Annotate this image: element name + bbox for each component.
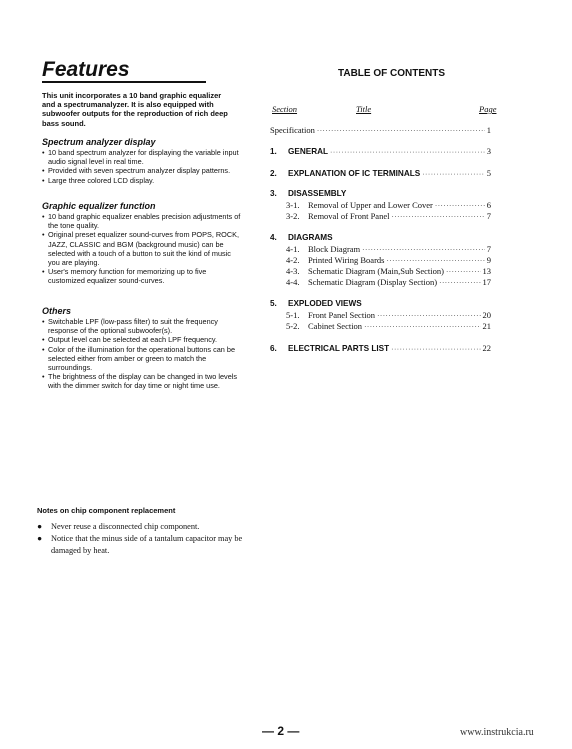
toc-entry-page: 3 [486, 146, 491, 156]
list-item-text: Provided with seven spectrum analyzer display patterns. [48, 166, 231, 176]
toc-entry-specification[interactable] [270, 125, 491, 135]
bullet-icon: ● [37, 522, 43, 531]
watermark-url: www.instrukcia.ru [460, 727, 534, 738]
list-item-text: Notice that the minus side of a tantalum capacitor may be damaged by heat. [51, 534, 243, 555]
toc-header-section: Section [272, 104, 298, 114]
list-item-text: User's memory function for memorizing up to five customized equalizer sound-curves. [48, 267, 207, 286]
toc-entry-title: Printed Wiring Boards [308, 255, 385, 265]
toc-entry-number: 4. [270, 233, 277, 242]
toc-subentry[interactable] [286, 255, 491, 265]
notes-list [37, 521, 267, 557]
list-item: • Original preset equalizer sound-curves from POPS, ROCK, JAZZ, CLASSIC and BGM (background music) can be selected with a touch of a button to suit the kind of music you are playing. [42, 230, 240, 268]
list-item: • Provided with seven spectrum analyzer display patterns. [42, 166, 231, 176]
toc-entry-number: 1. [270, 147, 277, 156]
others-feature-list [42, 317, 242, 391]
toc-entry-page: 7 [486, 244, 491, 254]
toc-entry-page: 1 [486, 125, 491, 135]
list-item-text: Output level can be selected at each LPF frequency. [48, 335, 218, 345]
toc-entry-ic-terminals[interactable] [270, 168, 491, 178]
toc-entry-number: 4-4. [286, 277, 300, 287]
toc-entry-title: DISASSEMBLY [288, 189, 347, 198]
toc-entry-page: 20 [482, 310, 491, 320]
toc-entry-diagrams[interactable] [270, 233, 491, 242]
list-item-text: The brightness of the display can be changed in two levels with the dimmer switch for day time or night time use. [48, 372, 238, 391]
toc-entry-number: 3-1. [286, 200, 300, 210]
equalizer-feature-list [42, 212, 242, 286]
toc-leader-dots [330, 149, 485, 156]
list-item: • Color of the illumination for the operational buttons can be selected either from amber or green to match the surroundings. [42, 344, 235, 373]
list-item: • The brightness of the display can be changed in two levels with the dimmer switch for day time or night time use. [42, 372, 238, 391]
toc-title: TABLE OF CONTENTS [338, 68, 446, 79]
toc-leader-dots [386, 257, 484, 265]
list-item-text: Never reuse a disconnected chip component. [51, 522, 200, 531]
list-item: • 10 band graphic equalizer enables precision adjustments of the tone quality. [42, 212, 241, 231]
toc-subentry[interactable] [286, 310, 491, 320]
toc-entry-title: Removal of Front Panel [308, 211, 390, 221]
toc-entry-title: DIAGRAMS [288, 233, 333, 242]
toc-entry-general[interactable] [270, 146, 491, 156]
toc-entry-number: 4-1. [286, 244, 300, 254]
toc-subentry[interactable] [286, 277, 491, 287]
notes-title: Notes on chip component replacement [37, 506, 176, 515]
list-item: • Switchable LPF (low-pass filter) to suit the frequency response of the optional subwoofer(s). [42, 317, 218, 336]
list-item [37, 521, 267, 532]
list-item-text: 10 band graphic equalizer enables precision adjustments of the tone quality. [48, 212, 241, 231]
toc-leader-dots [439, 279, 480, 287]
toc-leader-dots [391, 213, 484, 221]
section-heading-spectrum: Spectrum analyzer display [42, 137, 156, 147]
toc-entry-title: Removal of Upper and Lower Cover [308, 200, 433, 210]
toc-entry-page: 9 [486, 255, 491, 265]
toc-entry-title: ELECTRICAL PARTS LIST [288, 344, 390, 353]
toc-entry-exploded-views[interactable] [270, 299, 491, 308]
toc-subentry[interactable] [286, 200, 491, 210]
toc-entry-title: EXPLODED VIEWS [288, 299, 362, 308]
toc-entry-number: 3-2. [286, 211, 300, 221]
toc-entry-number: 3. [270, 189, 277, 198]
list-item-text: Switchable LPF (low-pass filter) to suit the frequency response of the optional subwoofer(s). [48, 317, 218, 336]
toc-entry-disassembly[interactable] [270, 189, 491, 198]
list-item-text: Color of the illumination for the operational buttons can be selected either from amber or green to match the surroundings. [48, 344, 235, 373]
toc-entry-page: 13 [482, 266, 491, 276]
toc-entry-number: 4-2. [286, 255, 300, 265]
toc-subentry[interactable] [286, 244, 491, 254]
toc-entry-page: 21 [482, 321, 491, 331]
list-item [37, 533, 267, 556]
features-title-underline [42, 81, 206, 83]
others-section [42, 306, 242, 391]
toc-entry-title: EXPLANATION OF IC TERMINALS [288, 169, 421, 178]
toc-entry-parts-list[interactable] [270, 343, 491, 353]
toc-entry-number: 5. [270, 299, 277, 308]
toc-leader-dots [364, 323, 480, 331]
spectrum-feature-list [42, 148, 242, 185]
features-intro: This unit incorporates a 10 band graphic equalizer and a spectrumanalyzer. It is also equipped with subwoofer outputs for the reproduction of rich deep bass sound. [42, 91, 228, 128]
spectrum-analyzer-section [42, 137, 242, 185]
toc-entry-number: 5-1. [286, 310, 300, 320]
bullet-icon: ● [37, 534, 43, 544]
toc-entry-page: 22 [482, 343, 491, 353]
toc-leader-dots [435, 202, 485, 210]
toc-entry-title: Specification [270, 125, 315, 135]
list-item-text: Large three colored LCD display. [48, 175, 155, 185]
page-number: — 2 — [262, 724, 300, 738]
list-item: • User's memory function for memorizing up to five customized equalizer sound-curves. [42, 267, 207, 286]
features-title: Features [42, 58, 130, 81]
toc-header-title: Title [356, 104, 372, 114]
toc-leader-dots [377, 312, 480, 320]
list-item: • 10 band spectrum analyzer for displaying the variable input audio signal level in real time. [42, 148, 239, 167]
toc-entry-title: Block Diagram [308, 244, 361, 254]
toc-leader-dots [446, 268, 481, 276]
list-item-text: Original preset equalizer sound-curves from POPS, ROCK, JAZZ, CLASSIC and BGM (background music) can be selected with a touch of a button to suit the kind of music you are playing. [48, 230, 240, 268]
toc-entry-page: 17 [482, 277, 491, 287]
toc-subentry[interactable] [286, 266, 491, 276]
list-item: • Large three colored LCD display. [42, 175, 155, 185]
toc-entry-number: 6. [270, 344, 277, 353]
section-heading-equalizer: Graphic equalizer function [42, 201, 156, 211]
toc-entry-number: 4-3. [286, 266, 300, 276]
toc-leader-dots [362, 246, 485, 254]
toc-entry-title: Schematic Diagram (Main,Sub Section) [308, 266, 444, 276]
toc-entry-title: Front Panel Section [308, 310, 376, 320]
toc-header-page: Page [479, 104, 497, 114]
toc-entry-page: 7 [486, 211, 491, 221]
toc-leader-dots [391, 346, 480, 353]
toc-entry-page: 5 [486, 168, 491, 178]
toc-entry-number: 5-2. [286, 321, 300, 331]
toc-subentry[interactable] [286, 321, 491, 331]
toc-entry-title: GENERAL [288, 147, 329, 156]
section-heading-others: Others [42, 306, 72, 316]
toc-entry-title: Schematic Diagram (Display Section) [308, 277, 438, 287]
toc-entry-number: 2. [270, 169, 277, 178]
list-item: • Output level can be selected at each LPF frequency. [42, 335, 218, 345]
toc-entry-page: 6 [486, 200, 491, 210]
toc-leader-dots [422, 171, 485, 178]
toc-subentry[interactable] [286, 211, 491, 221]
toc-entry-title: Cabinet Section [308, 321, 363, 331]
toc-leader-dots [317, 127, 485, 135]
graphic-equalizer-section [42, 201, 242, 286]
list-item-text: 10 band spectrum analyzer for displaying the variable input audio signal level in real time. [48, 148, 239, 167]
